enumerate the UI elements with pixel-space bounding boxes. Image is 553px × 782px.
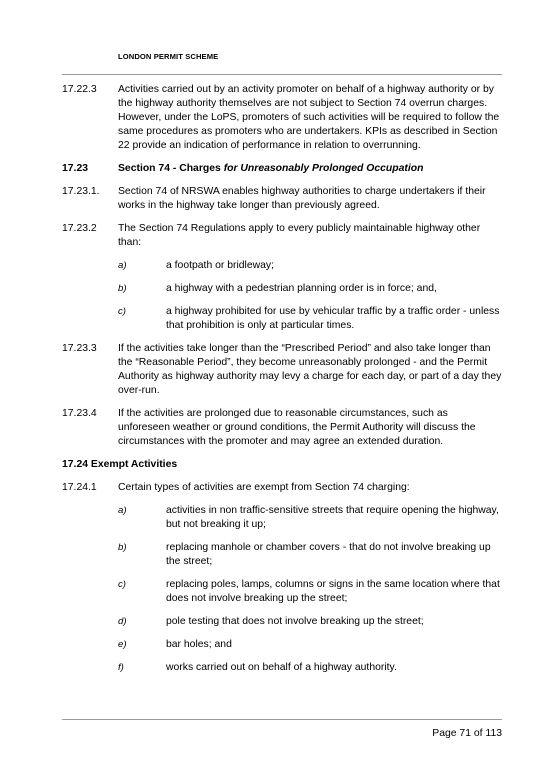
paragraph-number: 17.23.3 bbox=[62, 343, 97, 354]
paragraph-17-22-3 bbox=[62, 83, 502, 153]
list-item-letter: f) bbox=[118, 662, 124, 673]
header-divider bbox=[62, 74, 502, 75]
list-item bbox=[62, 578, 502, 606]
list-item-text: replacing manhole or chamber covers - that do not involve breaking up the street; bbox=[166, 542, 491, 567]
paragraph-number: 17.23.2 bbox=[62, 223, 97, 234]
section-heading-17-23 bbox=[62, 162, 502, 176]
section-title bbox=[118, 162, 502, 176]
list-item-text: a highway prohibited for use by vehicular traffic by a traffic order - unless that prohibition is only at particular times. bbox=[166, 306, 500, 331]
list-item-letter: d) bbox=[118, 616, 127, 627]
list-item-letter: b) bbox=[118, 542, 127, 553]
list-item bbox=[62, 282, 502, 296]
list-item bbox=[62, 638, 502, 652]
paragraph-17-23-1 bbox=[62, 185, 502, 213]
paragraph-number: 17.23.1. bbox=[62, 186, 100, 197]
paragraph-number: 17.24.1 bbox=[62, 482, 97, 493]
paragraph-number: 17.23.4 bbox=[62, 408, 97, 419]
list-item-letter: b) bbox=[118, 283, 127, 294]
list-item-text: a highway with a pedestrian planning order is in force; and, bbox=[166, 283, 437, 294]
page-number: Page 71 of 113 bbox=[432, 728, 502, 739]
footer-divider bbox=[62, 719, 502, 720]
list-item-text: works carried out on behalf of a highway authority. bbox=[166, 662, 397, 673]
paragraph-17-23-2 bbox=[62, 222, 502, 250]
section-number: 17.23 bbox=[62, 163, 89, 174]
document-header: LONDON PERMIT SCHEME bbox=[118, 52, 219, 61]
paragraph-17-23-4 bbox=[62, 407, 502, 449]
list-item bbox=[62, 305, 502, 333]
paragraph-text: If the activities take longer than the “Prescribed Period” and also take longer than the “Reasonable Period”, they become unreasonably prolonged - and the Permit Authority as highway authority may levy a charge for each day, or part of a day they over-run. bbox=[118, 343, 502, 396]
paragraph-text: Section 74 of NRSWA enables highway authorities to charge undertakers if their works in the highway take longer than previously agreed. bbox=[118, 186, 486, 211]
list-item bbox=[62, 504, 502, 532]
paragraph-text: Activities carried out by an activity promoter on behalf of a highway authority or by the highway authority themselves are not subject to Section 74 overrun charges. However, under the LoPS, promoters of such activities will be required to follow the same procedures as promoters who are undertakers. KPIs as described in Section 22 provide an indication of performance in relation to overrunning. bbox=[118, 84, 500, 151]
document-body bbox=[62, 83, 502, 684]
list-item-text: replacing poles, lamps, columns or signs in the same location where that does not involve breaking up the street; bbox=[166, 579, 500, 604]
paragraph-17-24-1 bbox=[62, 481, 502, 495]
list-item bbox=[62, 615, 502, 629]
list-item-letter: e) bbox=[118, 639, 127, 650]
list-item-text: pole testing that does not involve breaking up the street; bbox=[166, 616, 424, 627]
list-item-letter: c) bbox=[118, 306, 126, 317]
paragraph-text: Certain types of activities are exempt from Section 74 charging: bbox=[118, 482, 410, 493]
section-heading-17-24 bbox=[62, 458, 502, 472]
list-item-text: bar holes; and bbox=[166, 639, 232, 650]
list-item bbox=[62, 661, 502, 675]
paragraph-number: 17.22.3 bbox=[62, 84, 97, 95]
list-item-letter: c) bbox=[118, 579, 126, 590]
paragraph-text: If the activities are prolonged due to reasonable circumstances, such as unforeseen weather or ground conditions, the Permit Authority will discuss the circumstances with the promoter and may agree an extended duration. bbox=[118, 408, 476, 447]
list-item bbox=[62, 541, 502, 569]
list-item bbox=[62, 259, 502, 273]
list-item-text: activities in non traffic-sensitive streets that require opening the highway, but not breaking it up; bbox=[166, 505, 499, 530]
section-title: 17.24 Exempt Activities bbox=[62, 459, 178, 470]
section-title-plain: Section 74 - Charges bbox=[118, 163, 224, 174]
list-item-text: a footpath or bridleway; bbox=[166, 260, 275, 271]
list-item-letter: a) bbox=[118, 260, 127, 271]
list-item-letter: a) bbox=[118, 505, 127, 516]
paragraph-text: The Section 74 Regulations apply to every publicly maintainable highway other than: bbox=[118, 223, 481, 248]
section-title-italic: for Unreasonably Prolonged Occupation bbox=[223, 163, 424, 174]
paragraph-17-23-3 bbox=[62, 342, 502, 398]
